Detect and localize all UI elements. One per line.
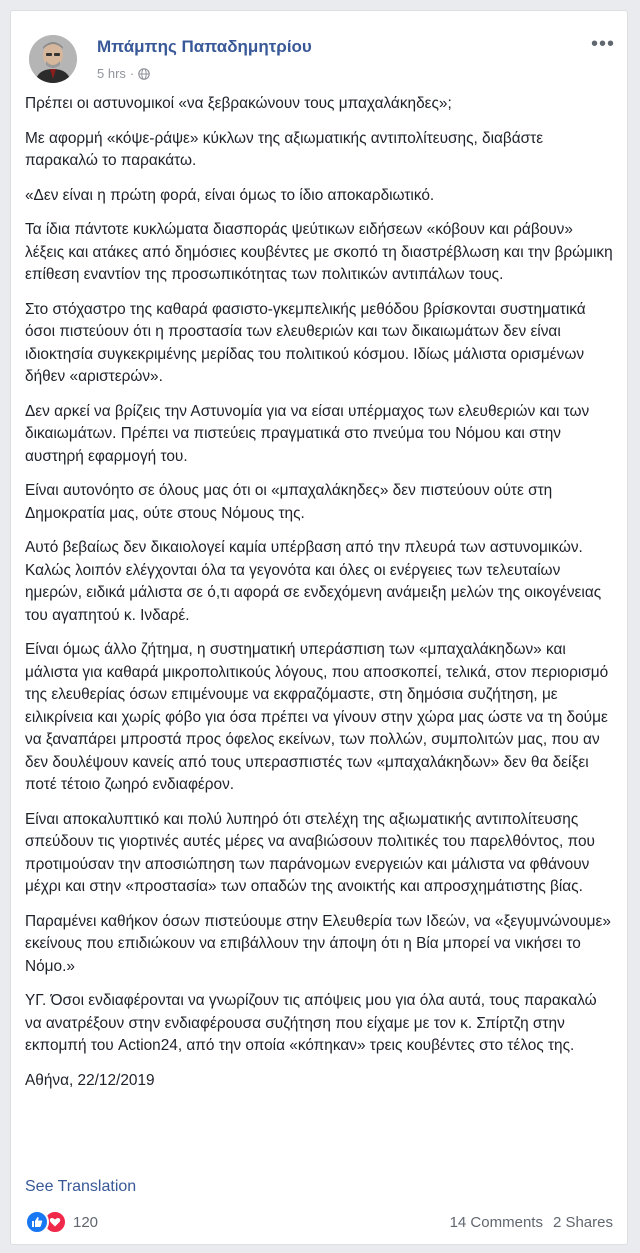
post-paragraph: ΥΓ. Όσοι ενδιαφέρονται να γνωρίζουν τις απόψεις μου για όλα αυτά, τους παρακαλώ να ανατρέξουν στην ενδιαφέρουσα συζήτηση που είχαμε με τον κ. Σπίρτζη στην εκπομπή του Action24, από την οποία «κόπηκαν» τρεις κουβέντες στο τέλος της. bbox=[25, 992, 597, 1054]
post-paragraph: «Δεν είναι η πρώτη φορά, είναι όμως το ίδιο αποκαρδιωτικό. bbox=[25, 186, 435, 204]
post-paragraph: Στο στόχαστρο της καθαρά φασιστο-γκεμπελικής μεθόδου βρίσκονται συστηματικά όσοι πιστεύουν ότι η προστασία των ελευθεριών και των δικαιωμάτων δεν είναι ιδιοκτησία συγκεκριμένης μερίδας του πολιτικού κόσμου. Ιδίως μάλιστα ορισμένων δήθεν «αριστερών». bbox=[25, 300, 586, 385]
post-time[interactable]: 5 hrs bbox=[97, 66, 126, 81]
shares-count-link[interactable]: 2 Shares bbox=[552, 1213, 613, 1231]
post-card bbox=[10, 10, 628, 1245]
post-paragraph: Παραμένει καθήκον όσων πιστεύουμε στην Ελευθερία των Ιδεών, να «ξεγυμνώνουμε» εκείνους που επιδιώκουν να επιβάλλουν την άποψη ότι η Βία μπορεί να νικήσει το Νόμο.» bbox=[25, 912, 611, 975]
post-paragraph: Με αφορμή «κόψε-ράψε» κύκλων της αξιωματικής αντιπολίτευσης, διαβάστε παρακαλώ το παρακάτω. bbox=[25, 129, 544, 169]
post-body bbox=[25, 93, 613, 1104]
author-name[interactable]: Μπάμπης Παπαδημητρίου bbox=[97, 37, 312, 56]
post-paragraph: Πρέπει οι αστυνομικοί «να ξεβρακώνουν τους μπαχαλάκηδες»; bbox=[25, 95, 452, 112]
post-paragraph: Δεν αρκεί να βρίζεις την Αστυνομία για να είσαι υπέρμαχος των ελευθεριών και των δικαιωμάτων. Πρέπει να πιστεύεις πραγματικά στο πνεύμα του Νόμου και στην αυστηρή εφαρμογή του. bbox=[25, 402, 590, 465]
post-paragraph: Αυτό βεβαίως δεν δικαιολογεί καμία υπέρβαση από την πλευρά των αστυνομικών. Καλώς λοιπόν ελέγχονται όλα τα γεγονότα και όλες οι ενέργειες των τελευταίων ημερών, ειδικά μάλιστα σε ό,τι αφορά σε ενδεχόμενη ανάμειξη μελών της οικογένειας του αγαπητού κ. Ινδαρέ. bbox=[25, 539, 602, 624]
meta-separator: · bbox=[129, 66, 135, 81]
post-date-line: Αθήνα, 22/12/2019 bbox=[25, 1071, 155, 1089]
avatar-portrait-icon bbox=[29, 35, 77, 83]
post-stats bbox=[450, 1214, 613, 1231]
post-paragraph: Είναι αυτονόητο σε όλους μας ότι οι «μπαχαλάκηδες» δεν πιστεύουν ούτε στη Δημοκρατία μας, ούτε στους Νόμους της. bbox=[25, 482, 553, 522]
post-paragraph: Είναι αποκαλυπτικό και πολύ λυπηρό ότι στελέχη της αξιωματικής αντιπολίτευσης σπεύδουν τις γιορτινές αυτές μέρες να αναβιώσουν πολιτικές του παρελθόντος, που προτιμούσαν την αποσιώπηση των παράνομων ενεργειών και μάλιστα να φθάνουν μέχρι και στην «προστασία» των οπαδών της ανοικτής και απροσχημάτιστης βίας. bbox=[25, 810, 595, 895]
post-paragraph: Τα ίδια πάντοτε κυκλώματα διασποράς ψεύτικων ειδήσεων «κόβουν και ράβουν» λέξεις και ατάκες από δημόσιες κουβέντες με σκοπό τη διαστρέβλωση και την βρώμικη επίθεση εναντίον της προσωπικότητας των πολιτικών αντιπάλων τους. bbox=[25, 221, 613, 283]
see-translation-link[interactable]: See Translation bbox=[25, 1178, 137, 1195]
like-icon bbox=[25, 1210, 49, 1234]
author-avatar[interactable] bbox=[29, 35, 77, 83]
ellipsis-icon[interactable]: ••• bbox=[590, 33, 615, 55]
post-paragraph: Είναι όμως άλλο ζήτημα, η συστηματική υπεράσπιση των «μπαχαλάκηδων» και μάλιστα για καθαρά μικροπολιτικούς λόγους, που αποσκοπεί, τελικά, στον περιορισμό της ελευθερίας όσων επιμένουμε να εκφραζόμαστε, στη δημόσια συζήτηση, με ειλικρίνεια και χωρίς φόβο για όσα πρέπει να γίνουν στην χώρα μας ώστε να τη δούμε να ξαναπάρει μπροστά προς όφελος εκείνων, των πολλών, συμπολιτών μας, που αν δεν δουλέψουν κανείς από τους υπερασπιστές των «μπαχαλάκηδων» δεν θα δείξει ποτέ τέτοιο ζωηρό ενδιαφέρον. bbox=[25, 641, 609, 793]
post-header bbox=[23, 23, 615, 83]
reactions-summary[interactable] bbox=[25, 1210, 98, 1234]
reaction-count: 120 bbox=[73, 1213, 99, 1231]
post-footer bbox=[25, 1207, 613, 1237]
post-meta bbox=[97, 66, 150, 81]
comments-count-link[interactable]: 14 Comments bbox=[449, 1213, 543, 1231]
globe-icon[interactable] bbox=[138, 68, 150, 80]
